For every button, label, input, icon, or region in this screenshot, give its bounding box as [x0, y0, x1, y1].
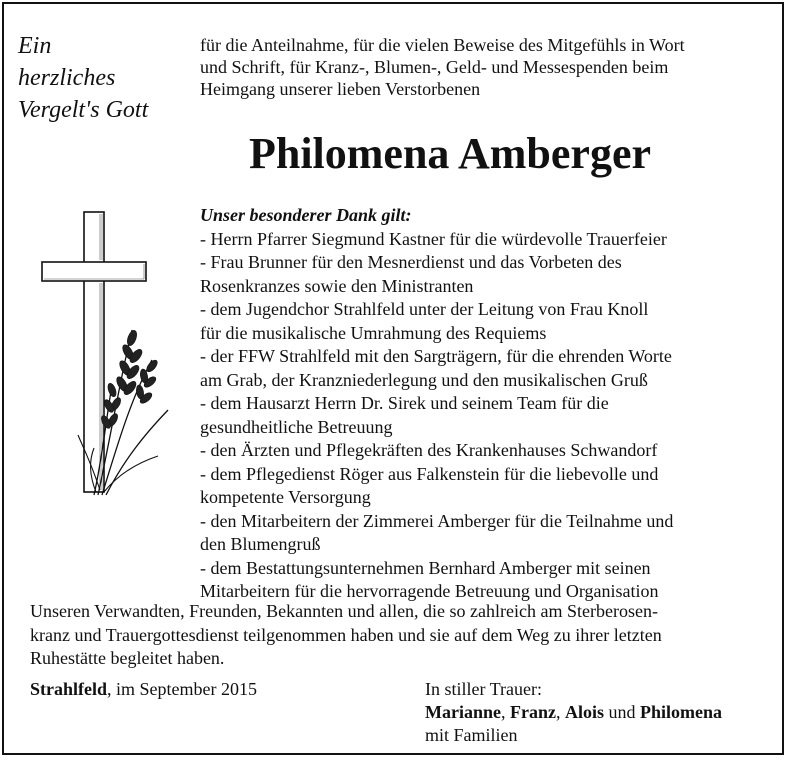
date-text: , im September 2015	[107, 679, 257, 699]
thanks-heading	[18, 30, 148, 126]
thanks-line: Mitarbeitern für die hervorragende Betreuung und Organisation	[200, 581, 659, 601]
closing-line-3: Ruhestätte begleitet haben.	[30, 648, 225, 668]
mourner-name: Philomena	[640, 702, 723, 722]
heading-line-2: herzliches	[18, 65, 116, 91]
closing-paragraph	[30, 600, 775, 671]
name-separator: ,	[555, 702, 565, 722]
list-item	[200, 557, 780, 604]
name-separator: und	[604, 702, 640, 722]
thanks-line: - dem Jugendchor Strahlfeld unter der Leitung von Frau Knoll	[200, 299, 649, 319]
list-item	[200, 251, 780, 298]
thanks-line: - Frau Brunner für den Mesnerdienst und das Vorbeten des	[200, 252, 622, 272]
thanks-list	[200, 228, 780, 604]
place-name: Strahlfeld	[30, 679, 108, 699]
thanks-line: - Herrn Pfarrer Siegmund Kastner für die würdevolle Trauerfeier	[200, 228, 667, 249]
closing-line-2: kranz und Trauergottesdienst teilgenommen haben und sie auf dem Weg zu ihrer letzten	[30, 624, 662, 645]
thanks-line: gesundheitliche Betreuung	[200, 416, 393, 437]
list-item	[200, 298, 780, 345]
thanks-line: Rosenkranzes sowie den Ministranten	[200, 275, 474, 296]
thanks-line: - dem Pflegedienst Röger aus Falkenstein für die liebevolle und	[200, 463, 659, 484]
name-separator: ,	[501, 702, 510, 722]
place-date	[30, 678, 257, 701]
mourners-names	[425, 701, 722, 724]
mourners-suffix: mit Familien	[425, 725, 518, 745]
list-item	[200, 510, 780, 557]
closing-line-1: Unseren Verwandten, Freunden, Bekannten und allen, die so zahlreich am Sterberosen-	[30, 601, 658, 621]
heading-line-3: Vergelt's Gott	[18, 97, 149, 123]
list-item	[200, 463, 780, 510]
mourner-name: Marianne	[425, 702, 501, 722]
intro-line-3: Heimgang unserer lieben Verstorbenen	[200, 79, 481, 99]
cross-with-wheat-icon	[40, 210, 180, 500]
intro-text	[200, 34, 770, 100]
special-thanks-section	[200, 204, 780, 604]
thanks-line: - dem Bestattungsunternehmen Bernhard Amberger mit seinen	[200, 557, 651, 578]
mourner-name: Franz	[510, 702, 556, 722]
deceased-name: Philomena Amberger	[248, 129, 652, 178]
list-item	[200, 439, 780, 463]
special-thanks-title: Unser besonderer Dank gilt:	[200, 205, 412, 225]
thanks-line: kompetente Versorgung	[200, 487, 371, 507]
thanks-line: - den Ärzten und Pflegekräften des Krankenhauses Schwandorf	[200, 440, 658, 460]
thanks-line: den Blumengruß	[200, 534, 321, 554]
intro-line-2: und Schrift, für Kranz-, Blumen-, Geld- und Messespenden beim	[200, 57, 669, 77]
list-item	[200, 345, 780, 392]
list-item	[200, 392, 780, 439]
thanks-line: - der FFW Strahlfeld mit den Sargträgern, für die ehrenden Worte	[200, 346, 672, 366]
thanks-line: - dem Hausarzt Herrn Dr. Sirek und seinem Team für die	[200, 393, 609, 413]
heading-line-1: Ein	[18, 33, 52, 59]
thanks-line: - den Mitarbeitern der Zimmerei Amberger für die Teilnahme und	[200, 510, 674, 531]
thanks-line: am Grab, der Kranzniederlegung und den musikalischen Gruß	[200, 369, 648, 390]
mourners-intro: In stiller Trauer:	[425, 679, 542, 699]
thanks-line: für die musikalische Umrahmung des Requiems	[200, 322, 547, 343]
mourner-name: Alois	[564, 702, 604, 722]
mourners-block	[425, 678, 722, 747]
list-item	[200, 228, 780, 252]
intro-line-1: für die Anteilnahme, für die vielen Beweise des Mitgefühls in Wort	[200, 35, 685, 55]
